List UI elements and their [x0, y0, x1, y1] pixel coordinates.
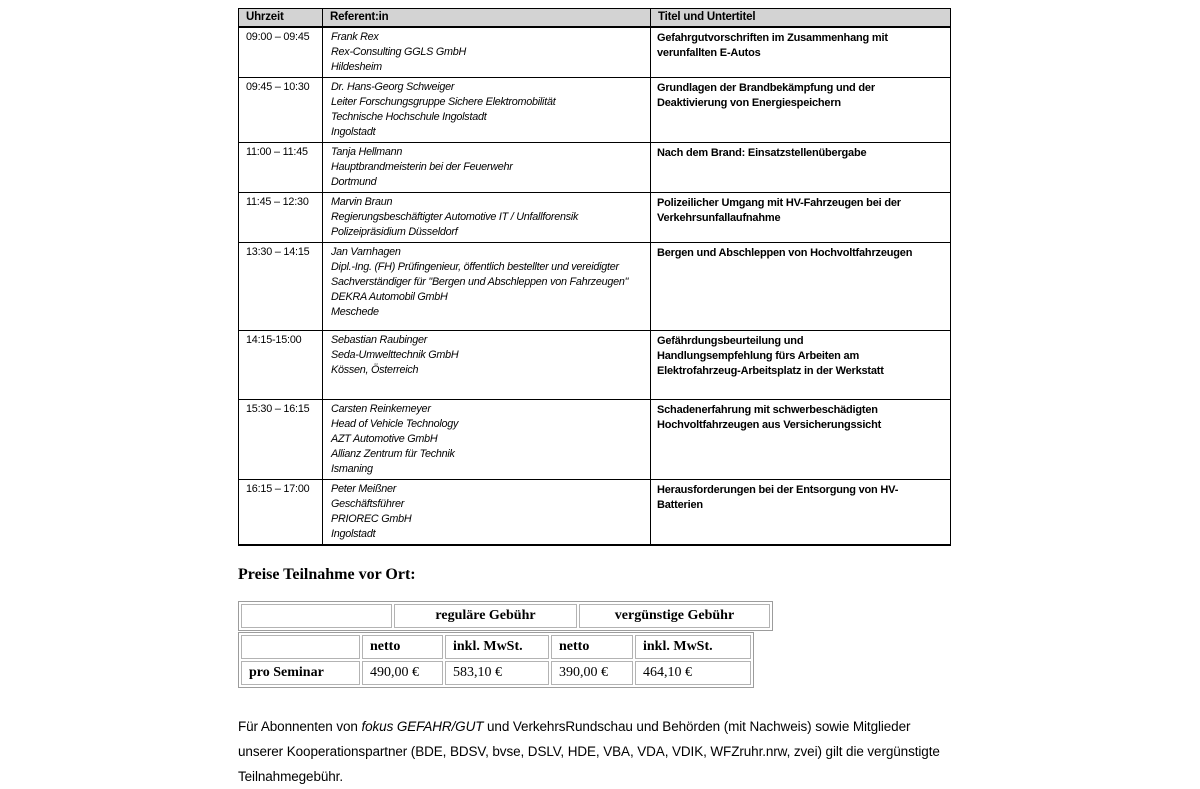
pricing-group-row: [241, 604, 770, 628]
schedule-table: [238, 8, 951, 546]
price-regular-netto: 490,00 €: [362, 661, 443, 685]
title-line: verunfallten E-Autos: [657, 47, 761, 59]
pricing-subheader-row: [241, 635, 751, 659]
schedule-row: [239, 480, 951, 546]
empty-cell: [241, 635, 360, 659]
title-cell: [651, 400, 951, 480]
speaker-line: AZT Automotive GmbH: [331, 433, 438, 445]
schedule-header-row: [239, 9, 951, 28]
subheader-mwst-regular: inkl. MwSt.: [445, 635, 549, 659]
speaker-line: Meschede: [331, 306, 379, 318]
title-line: Herausforderungen bei der Entsorgung von HV-: [657, 484, 899, 496]
subheader-mwst-discount: inkl. MwSt.: [635, 635, 751, 659]
subheader-netto-discount: netto: [551, 635, 633, 659]
title-line: Elektrofahrzeug-Arbeitsplatz in der Werkstatt: [657, 365, 884, 377]
schedule-row: [239, 78, 951, 143]
speaker-cell: [323, 480, 651, 546]
title-line: Bergen und Abschleppen von Hochvoltfahrzeugen: [657, 247, 913, 259]
speaker-line: Leiter Forschungsgruppe Sichere Elektromobilität: [331, 96, 556, 108]
speaker-line: Seda-Umwelttechnik GmbH: [331, 349, 459, 361]
header-titel: Titel und Untertitel: [651, 9, 951, 28]
document-page: [238, 8, 952, 789]
schedule-row: [239, 143, 951, 193]
footer-text: Für Abonnenten von: [238, 719, 362, 734]
speaker-cell: [323, 331, 651, 400]
header-referent: Referent:in: [323, 9, 651, 28]
title-line: Batterien: [657, 499, 703, 511]
speaker-line: Hildesheim: [331, 61, 382, 73]
title-cell: [651, 193, 951, 243]
title-line: Hochvoltfahrzeugen aus Versicherungssicht: [657, 419, 882, 431]
speaker-cell: [323, 193, 651, 243]
time-cell: 11:00 – 11:45: [239, 143, 323, 193]
speaker-line: Head of Vehicle Technology: [331, 418, 459, 430]
title-cell: [651, 243, 951, 331]
title-line: Schadenerfahrung mit schwerbeschädigten: [657, 404, 878, 416]
footer-journal-name: fokus GEFAHR/GUT: [361, 719, 484, 734]
time-cell: 11:45 – 12:30: [239, 193, 323, 243]
time-cell: 13:30 – 14:15: [239, 243, 323, 331]
time-cell: 09:45 – 10:30: [239, 78, 323, 143]
title-cell: [651, 480, 951, 546]
footer-text: und VerkehrsRundschau und Behörden (mit Nachweis) sowie Mitglieder: [483, 719, 911, 734]
row-label-pro-seminar: pro Seminar: [241, 661, 360, 685]
time-cell: 16:15 – 17:00: [239, 480, 323, 546]
price-discount-netto: 390,00 €: [551, 661, 633, 685]
speaker-line: DEKRA Automobil GmbH: [331, 291, 448, 303]
group-header-regular: reguläre Gebühr: [394, 604, 577, 628]
speaker-line: Regierungsbeschäftigter Automotive IT / Unfallforensik: [331, 211, 579, 223]
empty-cell: [241, 604, 392, 628]
speaker-line: Allianz Zentrum für Technik: [331, 448, 455, 460]
speaker-line: Dr. Hans-Georg Schweiger: [331, 81, 455, 93]
title-line: Handlungsempfehlung fürs Arbeiten am: [657, 350, 860, 362]
title-cell: [651, 143, 951, 193]
speaker-line: Carsten Reinkemeyer: [331, 403, 431, 415]
schedule-row: [239, 331, 951, 400]
speaker-line: Dortmund: [331, 176, 377, 188]
title-line: Deaktivierung von Energiespeichern: [657, 97, 841, 109]
speaker-line: Polizeipräsidium Düsseldorf: [331, 226, 458, 238]
schedule-row: [239, 243, 951, 331]
speaker-line: Dipl.-Ing. (FH) Prüfingenieur, öffentlich bestellter und vereidigter: [331, 261, 619, 273]
speaker-cell: [323, 243, 651, 331]
speaker-line: Geschäftsführer: [331, 498, 405, 510]
speaker-cell: [323, 78, 651, 143]
time-cell: 14:15-15:00: [239, 331, 323, 400]
speaker-line: Rex-Consulting GGLS GmbH: [331, 46, 467, 58]
title-cell: [651, 331, 951, 400]
schedule-row: [239, 193, 951, 243]
title-line: Gefahrgutvorschriften im Zusammenhang mit: [657, 32, 888, 44]
speaker-line: Tanja Hellmann: [331, 146, 403, 158]
time-cell: 15:30 – 16:15: [239, 400, 323, 480]
title-cell: [651, 27, 951, 78]
footer-line: [238, 714, 952, 739]
speaker-cell: [323, 143, 651, 193]
pricing-values-row: [241, 661, 751, 685]
speaker-line: Peter Meißner: [331, 483, 397, 495]
pricing-values-table: [238, 632, 754, 688]
speaker-line: Ingolstadt: [331, 528, 376, 540]
title-line: Grundlagen der Brandbekämpfung und der: [657, 82, 875, 94]
speaker-line: Kössen, Österreich: [331, 364, 419, 376]
header-uhrzeit: Uhrzeit: [239, 9, 323, 28]
footer-note: [238, 714, 952, 789]
speaker-line: PRIOREC GmbH: [331, 513, 412, 525]
speaker-line: Sebastian Raubinger: [331, 334, 428, 346]
title-line: Polizeilicher Umgang mit HV-Fahrzeugen bei der: [657, 197, 901, 209]
footer-line: Teilnahmegebühr.: [238, 769, 343, 784]
speaker-line: Ismaning: [331, 463, 373, 475]
pricing-heading: Preise Teilnahme vor Ort:: [238, 566, 416, 583]
speaker-line: Sachverständiger für "Bergen und Abschleppen von Fahrzeugen": [331, 276, 629, 288]
subheader-netto-regular: netto: [362, 635, 443, 659]
schedule-row: [239, 400, 951, 480]
footer-line: unserer Kooperationspartner (BDE, BDSV, bvse, DSLV, HDE, VBA, VDA, VDIK, WFZruhr.nrw, zvei) gilt die vergünstigte: [238, 744, 940, 759]
speaker-line: Hauptbrandmeisterin bei der Feuerwehr: [331, 161, 513, 173]
pricing-group-table: [238, 601, 773, 631]
speaker-line: Ingolstadt: [331, 126, 376, 138]
speaker-cell: [323, 27, 651, 78]
title-line: Verkehrsunfallaufnahme: [657, 212, 781, 224]
schedule-row: [239, 27, 951, 78]
price-discount-brutto: 464,10 €: [635, 661, 751, 685]
title-line: Gefährdungsbeurteilung und: [657, 335, 804, 347]
time-cell: 09:00 – 09:45: [239, 27, 323, 78]
speaker-line: Technische Hochschule Ingolstadt: [331, 111, 487, 123]
speaker-line: Marvin Braun: [331, 196, 393, 208]
speaker-line: Jan Varnhagen: [331, 246, 401, 258]
group-header-discount: vergünstige Gebühr: [579, 604, 770, 628]
title-cell: [651, 78, 951, 143]
price-regular-brutto: 583,10 €: [445, 661, 549, 685]
title-line: Nach dem Brand: Einsatzstellenübergabe: [657, 147, 867, 159]
speaker-line: Frank Rex: [331, 31, 379, 43]
speaker-cell: [323, 400, 651, 480]
